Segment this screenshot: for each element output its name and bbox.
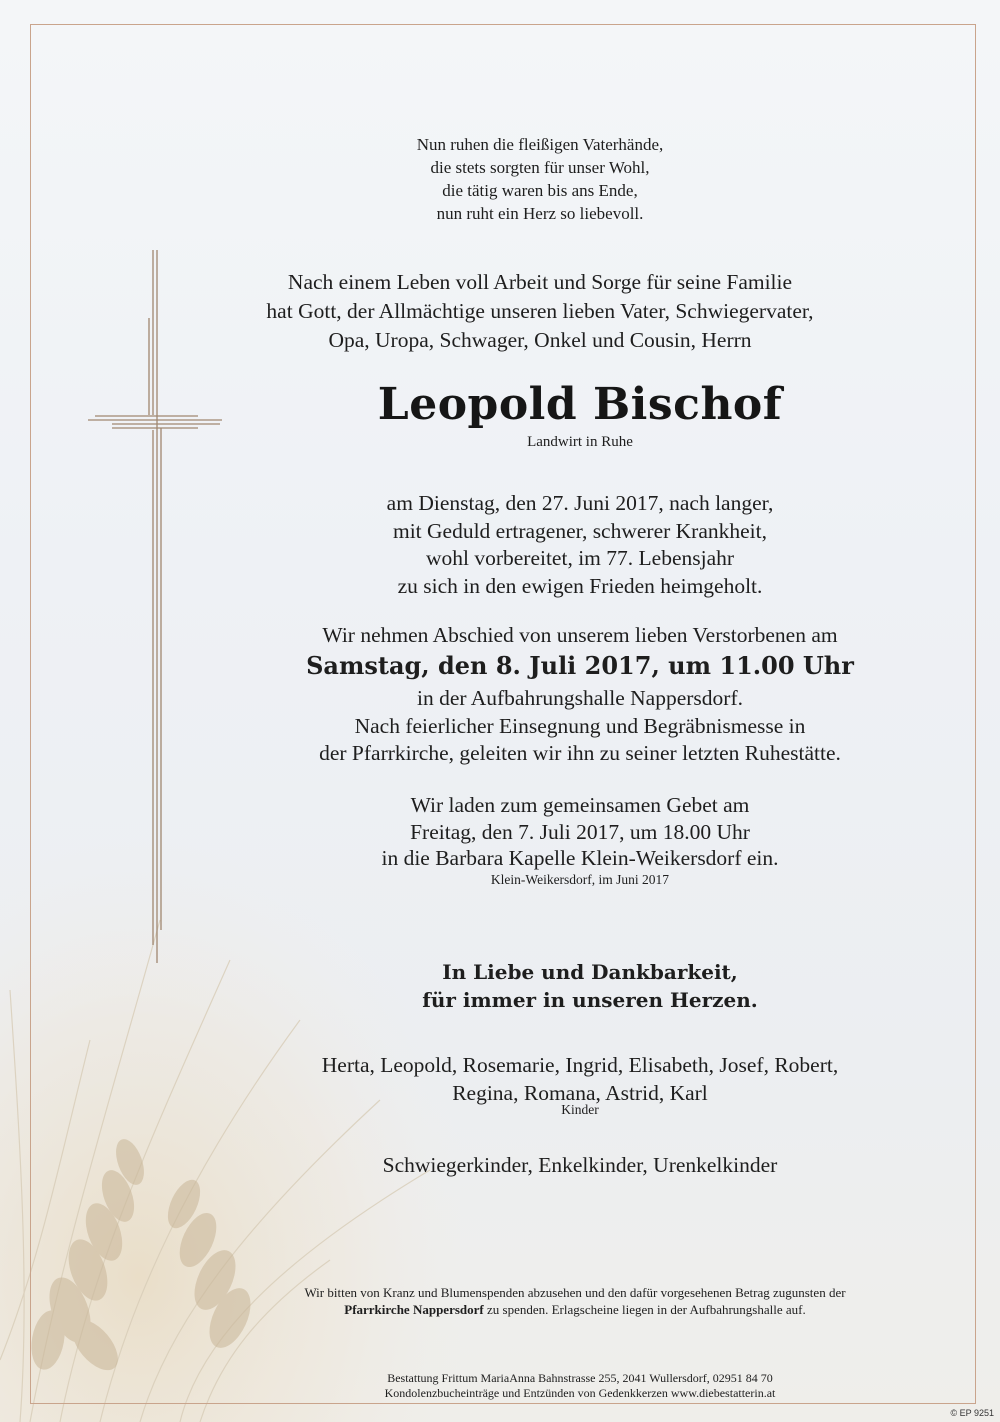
- prayer-paragraph: [280, 792, 880, 872]
- deceased-name: Leopold Bischof: [377, 379, 783, 430]
- notice-line: [180, 1301, 970, 1318]
- poem-line: die stets sorgten für unser Wohl,: [430, 158, 650, 177]
- death-paragraph: [280, 490, 880, 600]
- farewell-line: der Pfarrkirche, geleiten wir ihn zu seiner letzten Ruhestätte.: [319, 741, 841, 765]
- poem-line: nun ruht ein Herz so liebevoll.: [436, 204, 644, 223]
- intro-line: Opa, Uropa, Schwager, Onkel und Cousin, Herrn: [328, 328, 752, 352]
- children-names: [220, 1051, 940, 1107]
- motto-line: für immer in unseren Herzen.: [422, 988, 758, 1012]
- poem: [290, 133, 790, 225]
- children-role: Kinder: [561, 1102, 599, 1117]
- prayer-line: in die Barbara Kapelle Klein-Weikersdorf ein.: [381, 846, 779, 870]
- prayer-line: Wir laden zum gemeinsamen Gebet am: [410, 793, 750, 817]
- undertaker-info: [300, 1371, 860, 1401]
- farewell-line: in der Aufbahrungshalle Nappersdorf.: [417, 686, 743, 710]
- death-line: mit Geduld ertragener, schwerer Krankheit,: [392, 518, 768, 543]
- motto-line: In Liebe und Dankbarkeit,: [442, 960, 738, 984]
- poem-line: Nun ruhen die fleißigen Vaterhände,: [416, 135, 664, 154]
- children-line: Herta, Leopold, Rosemarie, Ingrid, Elisabeth, Josef, Robert,: [321, 1053, 839, 1077]
- children-line: Regina, Romana, Astrid, Karl: [452, 1081, 708, 1105]
- relatives: Schwiegerkinder, Enkelkinder, Urenkelkinder: [382, 1153, 778, 1177]
- farewell-line: Nach feierlicher Einsegnung und Begräbnismesse in: [354, 713, 806, 738]
- intro-line: Nach einem Leben voll Arbeit und Sorge für seine Familie: [287, 270, 793, 294]
- farewell-details: [200, 685, 960, 768]
- reference-code: © EP 9251: [950, 1408, 994, 1418]
- prayer-line: Freitag, den 7. Juli 2017, um 18.00 Uhr: [410, 819, 750, 844]
- donation-notice: [180, 1284, 970, 1318]
- undertaker-line: Bestattung Frittum MariaAnna Bahnstrasse 255, 2041 Wullersdorf, 02951 84 70: [387, 1371, 773, 1385]
- intro-line: hat Gott, der Allmächtige unseren lieben Vater, Schwiegervater,: [266, 299, 814, 323]
- notice-line: Wir bitten von Kranz und Blumenspenden abzusehen und den dafür vorgesehenen Betrag zugunsten der: [304, 1285, 846, 1300]
- farewell-intro: Wir nehmen Abschied von unserem lieben Verstorbenen am: [322, 623, 838, 647]
- death-line: wohl vorbereitet, im 77. Lebensjahr: [425, 546, 735, 570]
- place-date: Klein-Weikersdorf, im Juni 2017: [490, 872, 670, 887]
- death-line: zu sich in den ewigen Frieden heimgeholt.: [397, 573, 763, 598]
- motto: [300, 958, 880, 1014]
- deceased-occupation: Landwirt in Ruhe: [527, 434, 633, 450]
- parish-name: Pfarrkirche Nappersdorf: [344, 1302, 484, 1317]
- undertaker-line: Kondolenzbucheinträge und Entzünden von Gedenkkerzen www.diebestatterin.at: [384, 1386, 776, 1400]
- poem-line: die tätig waren bis ans Ende,: [442, 181, 638, 200]
- intro-paragraph: [200, 268, 880, 355]
- death-line: am Dienstag, den 27. Juni 2017, nach langer,: [386, 491, 774, 515]
- farewell-date: Samstag, den 8. Juli 2017, um 11.00 Uhr: [306, 651, 854, 680]
- notice-line-rest: zu spenden. Erlagscheine liegen in der Aufbahrungshalle auf.: [483, 1302, 806, 1317]
